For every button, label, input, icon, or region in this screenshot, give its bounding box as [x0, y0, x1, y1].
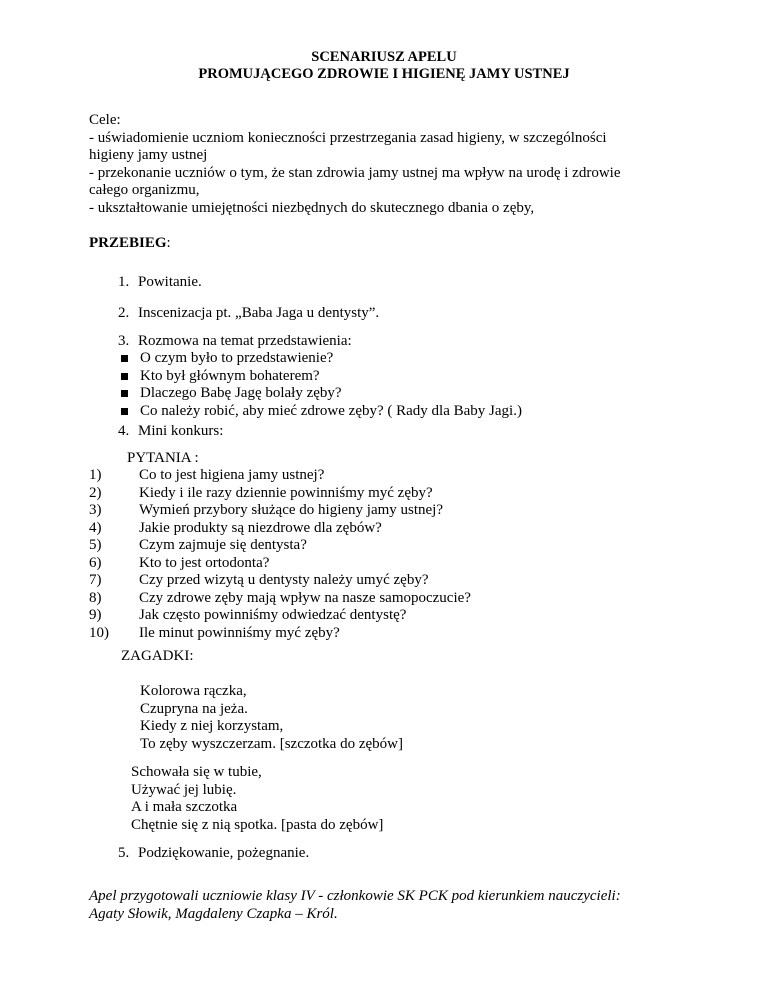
- przebieg-colon: :: [166, 235, 171, 251]
- question-text: Wymień przybory służące do higieny jamy ustnej?: [139, 502, 444, 518]
- question-number: 5): [89, 537, 102, 553]
- step-item: [118, 274, 202, 291]
- question-item: [89, 520, 471, 538]
- question-number: 4): [89, 519, 102, 536]
- document-title-line1: SCENARIUSZ APELU: [311, 49, 457, 65]
- footer-note: [89, 888, 689, 923]
- goals-section: [89, 112, 679, 217]
- step-text: Inscenizacja pt. „Baba Jaga u dentysty”.: [138, 305, 380, 321]
- question-item: [89, 485, 471, 503]
- question-item: [89, 537, 471, 555]
- riddle-line: Kiedy z niej korzystam,: [140, 718, 284, 734]
- step-number: 1.: [118, 274, 130, 290]
- step-number: 4.: [118, 423, 130, 439]
- question-number: 1): [89, 467, 102, 483]
- discussion-list: [121, 350, 522, 420]
- list-item-text: Kto był głównym bohaterem?: [140, 367, 320, 384]
- square-bullet-icon: [121, 390, 128, 397]
- przebieg-label: PRZEBIEG: [89, 235, 167, 251]
- square-bullet-icon: [121, 408, 128, 415]
- question-text: Co to jest higiena jamy ustnej?: [139, 467, 325, 483]
- question-number: 3): [89, 502, 102, 518]
- list-item-text: Dlaczego Babę Jagę bolały zęby?: [140, 385, 342, 401]
- riddle-line: Chętnie się z nią spotka. [pasta do zębów]: [131, 816, 384, 833]
- goals-line: całego organizmu,: [89, 182, 200, 198]
- step-number: 3.: [118, 333, 130, 349]
- przebieg-heading: [89, 235, 171, 252]
- step-number: 2.: [118, 305, 130, 321]
- list-item: [121, 368, 522, 386]
- goals-line: higieny jamy ustnej: [89, 147, 208, 163]
- question-item: [89, 555, 471, 573]
- question-item: [89, 467, 471, 485]
- question-item: [89, 590, 471, 608]
- question-text: Jak często powinniśmy odwiedzać dentystę?: [139, 607, 407, 623]
- list-item: [121, 403, 522, 421]
- question-text: Ile minut powinniśmy myć zęby?: [139, 624, 340, 641]
- question-item: [89, 607, 471, 625]
- goals-heading: Cele:: [89, 112, 121, 128]
- question-text: Jakie produkty są niezdrowe dla zębów?: [139, 519, 382, 536]
- question-text: Kiedy i ile razy dziennie powinniśmy myć zęby?: [139, 484, 433, 501]
- goals-line: - uświadomienie uczniom konieczności przestrzegania zasad higieny, w szczególności: [89, 129, 607, 146]
- questions-heading: PYTANIA :: [127, 450, 199, 466]
- question-text: Kto to jest ortodonta?: [139, 554, 270, 571]
- question-number: 7): [89, 572, 102, 588]
- step-text: Powitanie.: [138, 274, 202, 290]
- step-item: [118, 305, 379, 322]
- questions-list: [89, 467, 471, 642]
- riddle-line: To zęby wyszczerzam. [szczotka do zębów]: [140, 735, 403, 752]
- question-text: Czy zdrowe zęby mają wpływ na nasze samopoczucie?: [139, 589, 471, 606]
- question-number: 6): [89, 554, 102, 571]
- list-item-text: Co należy robić, aby mieć zdrowe zęby? ( Rady dla Baby Jagi.): [140, 402, 522, 419]
- step-text: Rozmowa na temat przedstawienia:: [138, 333, 352, 349]
- step-item: [118, 333, 352, 350]
- step-item: [118, 845, 309, 862]
- question-number: 10): [89, 624, 109, 641]
- list-item: [121, 385, 522, 403]
- square-bullet-icon: [121, 373, 128, 380]
- question-number: 8): [89, 589, 102, 606]
- question-number: 2): [89, 484, 102, 501]
- step-text: Podziękowanie, pożegnanie.: [138, 845, 310, 861]
- document-title-line2: PROMUJĄCEGO ZDROWIE I HIGIENĘ JAMY USTNEJ: [198, 66, 570, 82]
- question-item: [89, 625, 471, 643]
- riddle-2: [131, 764, 383, 834]
- riddle-1: [140, 683, 403, 753]
- riddle-line: Używać jej lubię.: [131, 781, 237, 798]
- step-item: [118, 423, 223, 440]
- riddle-line: Kolorowa rączka,: [140, 683, 247, 699]
- footer-line: Apel przygotowali uczniowie klasy IV - członkowie SK PCK pod kierunkiem nauczycieli:: [89, 888, 621, 904]
- list-item-text: O czym było to przedstawienie?: [140, 350, 334, 366]
- question-text: Czym zajmuje się dentysta?: [139, 537, 307, 553]
- step-number: 5.: [118, 845, 130, 861]
- riddle-line: A i mała szczotka: [131, 799, 238, 815]
- question-number: 9): [89, 607, 102, 623]
- goals-line: - przekonanie uczniów o tym, że stan zdrowia jamy ustnej ma wpływ na urodę i zdrowie: [89, 164, 621, 181]
- footer-line: Agaty Słowik, Magdaleny Czapka – Król.: [89, 905, 338, 922]
- question-item: [89, 502, 471, 520]
- riddles-heading: ZAGADKI:: [121, 648, 194, 664]
- goals-line: - ukształtowanie umiejętności niezbędnych do skutecznego dbania o zęby,: [89, 199, 535, 216]
- question-text: Czy przed wizytą u dentysty należy umyć zęby?: [139, 572, 429, 588]
- square-bullet-icon: [121, 355, 128, 362]
- riddle-line: Czupryna na jeża.: [140, 700, 248, 717]
- list-item: [121, 350, 522, 368]
- riddle-line: Schowała się w tubie,: [131, 764, 262, 780]
- question-item: [89, 572, 471, 590]
- step-text: Mini konkurs:: [138, 423, 224, 439]
